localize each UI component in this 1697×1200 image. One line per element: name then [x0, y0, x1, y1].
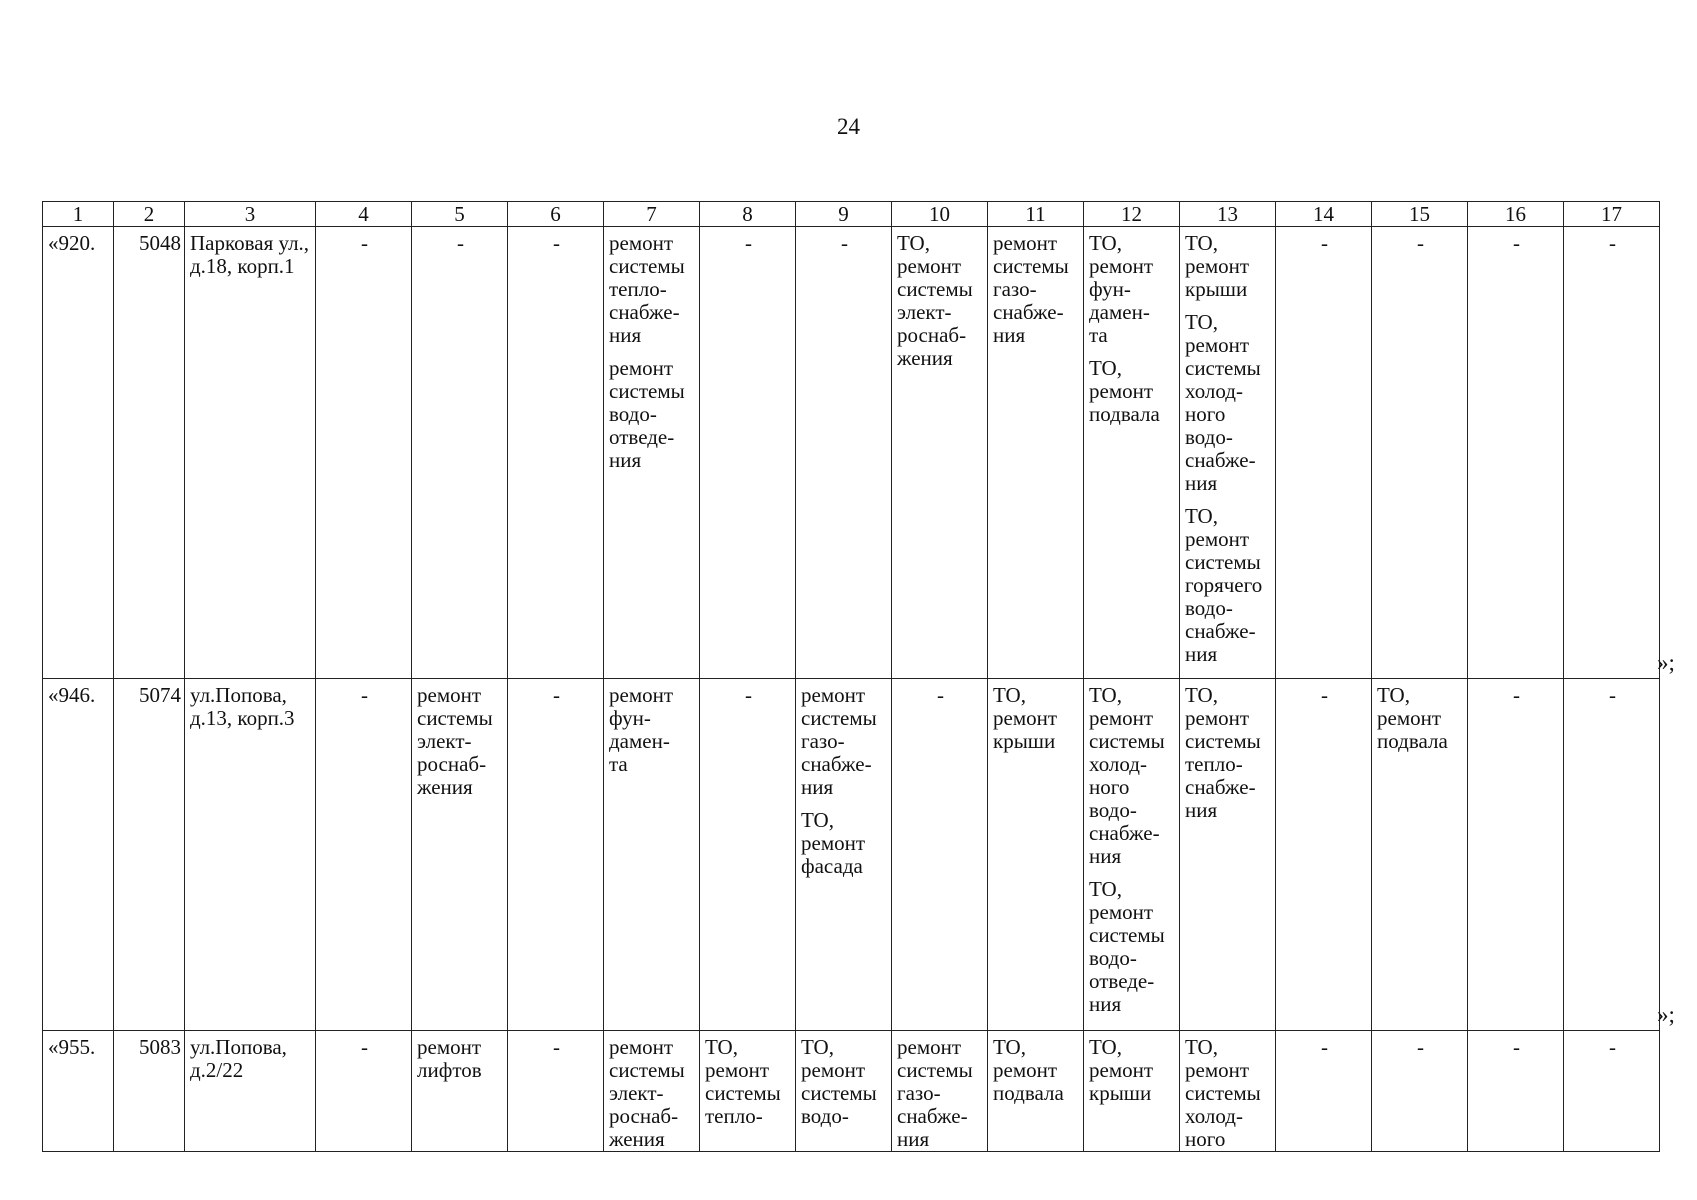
empty-mark: - — [553, 683, 560, 707]
work-item: ремонт системы газо- снабже- ния — [897, 1035, 973, 1151]
column-header-8: 8 — [700, 202, 796, 227]
work-item: ТО, ремонт фасада — [801, 808, 866, 878]
work-cell-col-10 — [892, 227, 988, 679]
work-cell-col-8 — [700, 227, 796, 679]
empty-mark: - — [937, 683, 944, 707]
work-cell-col-16 — [1468, 679, 1564, 1031]
work-cell-col-13 — [1180, 1031, 1276, 1152]
empty-mark: - — [1513, 1035, 1520, 1059]
work-cell-col-11 — [988, 227, 1084, 679]
work-item: ТО, ремонт фун- дамен- та — [1089, 231, 1154, 347]
work-cell-col-13 — [1180, 227, 1276, 679]
work-cell-col-17 — [1564, 227, 1660, 679]
work-item: ТО, ремонт крыши — [993, 683, 1058, 753]
work-cell-col-4 — [316, 227, 412, 679]
empty-mark: - — [1321, 1035, 1328, 1059]
empty-mark: - — [745, 231, 752, 255]
empty-mark: - — [1321, 683, 1328, 707]
work-cell-col-13 — [1180, 679, 1276, 1031]
empty-mark: - — [361, 1035, 368, 1059]
empty-mark: - — [745, 683, 752, 707]
work-cell-col-6 — [508, 227, 604, 679]
work-cell-col-11 — [988, 1031, 1084, 1152]
work-cell-col-14 — [1276, 1031, 1372, 1152]
row-number-cell-text: «920. — [48, 231, 96, 255]
empty-mark: - — [1417, 231, 1424, 255]
column-header-11: 11 — [988, 202, 1084, 227]
empty-mark: - — [553, 231, 560, 255]
work-cell-col-9 — [796, 227, 892, 679]
work-cell-col-16 — [1468, 1031, 1564, 1152]
work-item: ремонт фун- дамен- та — [609, 683, 674, 776]
building-code-cell — [114, 227, 185, 679]
work-cell-col-5 — [412, 227, 508, 679]
repair-schedule-table — [42, 201, 1660, 1152]
row-closing-quote: »; — [1657, 1001, 1675, 1027]
work-item: ремонт системы тепло- снабже- ния — [609, 231, 685, 347]
work-cell-col-5 — [412, 679, 508, 1031]
column-header-15: 15 — [1372, 202, 1468, 227]
work-cell-col-7 — [604, 679, 700, 1031]
work-cell-col-15 — [1372, 679, 1468, 1031]
work-item: ТО, ремонт системы горячего водо- снабже- ния — [1185, 504, 1263, 666]
work-cell-col-15 — [1372, 1031, 1468, 1152]
address-cell — [185, 679, 316, 1031]
work-cell-col-15 — [1372, 227, 1468, 679]
work-item: ТО, ремонт системы элект- роснаб- жения — [897, 231, 973, 370]
column-header-2: 2 — [114, 202, 185, 227]
empty-mark: - — [841, 231, 848, 255]
work-cell-col-14 — [1276, 227, 1372, 679]
work-cell-col-17 — [1564, 679, 1660, 1031]
work-cell-col-9 — [796, 1031, 892, 1152]
row-number-cell — [43, 679, 114, 1031]
work-item: ТО, ремонт крыши — [1185, 231, 1250, 301]
work-item: ремонт системы газо- снабже- ния — [801, 683, 877, 799]
column-header-10: 10 — [892, 202, 988, 227]
column-header-13: 13 — [1180, 202, 1276, 227]
empty-mark: - — [1609, 683, 1616, 707]
column-number-row — [43, 202, 1660, 227]
column-header-5: 5 — [412, 202, 508, 227]
work-cell-col-7 — [604, 227, 700, 679]
empty-mark: - — [361, 683, 368, 707]
empty-mark: - — [1321, 231, 1328, 255]
work-cell-col-17 — [1564, 1031, 1660, 1152]
empty-mark: - — [1417, 1035, 1424, 1059]
work-item: ремонт системы водо- отведе- ния — [609, 356, 685, 472]
work-item: ТО, ремонт крыши — [1089, 1035, 1154, 1105]
work-cell-col-4 — [316, 679, 412, 1031]
work-item: ремонт лифтов — [417, 1035, 482, 1082]
work-item: ТО, ремонт системы холод- ного водо- снабже- ния — [1089, 683, 1165, 868]
work-item: ремонт системы газо- снабже- ния — [993, 231, 1069, 347]
work-cell-col-12 — [1084, 679, 1180, 1031]
work-cell-col-8 — [700, 1031, 796, 1152]
work-cell-col-9 — [796, 679, 892, 1031]
work-item: ТО, ремонт подвала — [993, 1035, 1064, 1105]
work-cell-col-6 — [508, 1031, 604, 1152]
work-cell-col-4 — [316, 1031, 412, 1152]
work-item: ТО, ремонт системы тепло- — [705, 1035, 781, 1128]
row-number-cell-text: «946. — [48, 683, 96, 707]
page-number: 24 — [837, 114, 860, 139]
table-row — [43, 1031, 1660, 1152]
work-item: ремонт системы элект- роснаб- жения — [609, 1035, 685, 1151]
column-header-9: 9 — [796, 202, 892, 227]
building-code-cell — [114, 679, 185, 1031]
empty-mark: - — [1513, 231, 1520, 255]
address-cell-text: ул.Попова, д.13, корп.3 — [190, 683, 295, 730]
work-cell-col-5 — [412, 1031, 508, 1152]
work-item: ТО, ремонт системы водо- отведе- ния — [1089, 877, 1165, 1016]
work-cell-col-14 — [1276, 679, 1372, 1031]
row-number-cell — [43, 227, 114, 679]
column-header-6: 6 — [508, 202, 604, 227]
row-number-cell — [43, 1031, 114, 1152]
empty-mark: - — [457, 231, 464, 255]
empty-mark: - — [553, 1035, 560, 1059]
work-item: ТО, ремонт подвала — [1089, 356, 1160, 426]
work-item: ТО, ремонт системы холод- ного водо- снабже- ния — [1185, 310, 1261, 495]
table-row — [43, 227, 1660, 679]
work-item: ТО, ремонт системы холод- ного — [1185, 1035, 1261, 1151]
building-code-cell-text: 5048 — [139, 231, 181, 255]
table-row — [43, 679, 1660, 1031]
empty-mark: - — [1513, 683, 1520, 707]
work-cell-col-11 — [988, 679, 1084, 1031]
column-header-7: 7 — [604, 202, 700, 227]
column-header-3: 3 — [185, 202, 316, 227]
empty-mark: - — [1609, 231, 1616, 255]
work-cell-col-10 — [892, 679, 988, 1031]
building-code-cell-text: 5074 — [139, 683, 181, 707]
work-cell-col-6 — [508, 679, 604, 1031]
work-cell-col-7 — [604, 1031, 700, 1152]
column-header-17: 17 — [1564, 202, 1660, 227]
work-item: ТО, ремонт подвала — [1377, 683, 1448, 753]
work-cell-col-16 — [1468, 227, 1564, 679]
column-header-14: 14 — [1276, 202, 1372, 227]
address-cell — [185, 227, 316, 679]
work-cell-col-12 — [1084, 1031, 1180, 1152]
building-code-cell — [114, 1031, 185, 1152]
column-header-1: 1 — [43, 202, 114, 227]
work-cell-col-10 — [892, 1031, 988, 1152]
empty-mark: - — [1609, 1035, 1616, 1059]
work-cell-col-12 — [1084, 227, 1180, 679]
work-item: ТО, ремонт системы тепло- снабже- ния — [1185, 683, 1261, 822]
work-cell-col-8 — [700, 679, 796, 1031]
column-header-12: 12 — [1084, 202, 1180, 227]
empty-mark: - — [361, 231, 368, 255]
address-cell — [185, 1031, 316, 1152]
row-number-cell-text: «955. — [48, 1035, 96, 1059]
column-header-4: 4 — [316, 202, 412, 227]
address-cell-text: ул.Попова, д.2/22 — [190, 1035, 287, 1082]
column-header-16: 16 — [1468, 202, 1564, 227]
row-closing-quote: »; — [1657, 649, 1675, 675]
work-item: ремонт системы элект- роснаб- жения — [417, 683, 493, 799]
work-item: ТО, ремонт системы водо- — [801, 1035, 877, 1128]
building-code-cell-text: 5083 — [139, 1035, 181, 1059]
address-cell-text: Парковая ул., д.18, корп.1 — [190, 231, 310, 278]
